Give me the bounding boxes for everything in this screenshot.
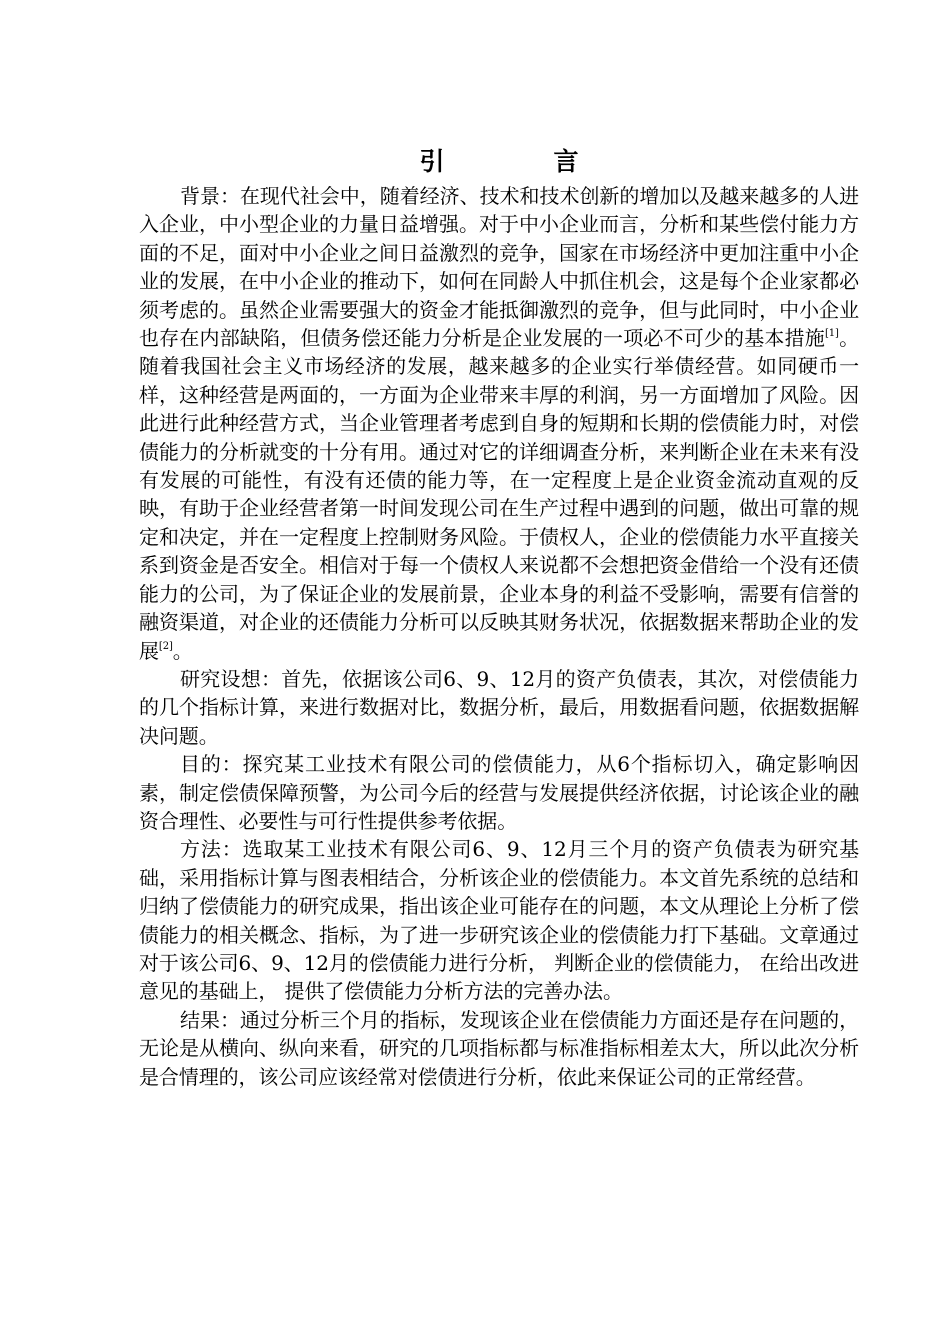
page-title: 引 言 (419, 147, 621, 176)
result-paragraph: 结果：通过分析三个月的指标，发现该企业在偿债能力方面还是存在问题的，无论是从横向、纵向来看，研究的几项指标都与标准指标相差太大，所以此次分析是合情理的，该公司应该经常对偿债进行分析，依此来保证公司的正常经营。 (139, 1007, 859, 1089)
background-text-part2: 。随着我国社会主义市场经济的发展，越来越多的企业实行举债经营。如同硬币一样，这种经营是两面的，一方面为企业带来丰厚的利润，另一方面增加了风险。因此进行此种经营方式，当企业管理者考虑到自身的短期和长期的偿债能力时，对偿债能力的分析就变的十分有用。通过对它的详细调查分析，来判断企业在未来有没有发展的可能性，有没有还债的能力等，在一定程度上是企业资金流动直观的反映，有助于企业经营者第一时间发现公司在生产过程中遇到的问题，做出可靠的规定和决定，并在一定程度上控制财务风险。于债权人，企业的偿债能力水平直接关系到资金是否安全。相信对于每一个债权人来说都不会想把资金借给一个没有还债能力的公司，为了保证企业的发展前景，企业本身的利益不受影响，需要有信誉的融资渠道，对企业的还债能力分析可以反映其财务状况，依据数据来帮助企业的发展 (139, 326, 859, 663)
document-page (139, 142, 859, 1091)
citation-ref-1: [1] (824, 328, 839, 340)
citation-ref-2: [2] (158, 640, 173, 652)
purpose-paragraph: 目的：探究某工业技术有限公司的偿债能力，从6个指标切入，确定影响因素，制定偿债保障预警，为公司今后的经营与发展提供经济依据，讨论该企业的融资合理性、必要性与可行性提供参考依据。 (139, 752, 859, 833)
background-text-part1: 背景：在现代社会中，随着经济、技术和技术创新的增加以及越来越多的人进入企业，中小型企业的力量日益增强。对于中小企业而言，分析和某些偿付能力方面的不足，面对中小企业之间日益激烈的竞争，国家在市场经济中更加注重中小企业的发展，在中小企业的推动下，如何在同龄人中抓住机会，这是每个企业家都必须考虑的。虽然企业需要强大的资金才能抵御激烈的竞争，但与此同时，中小企业也存在内部缺陷，但债务偿还能力分析是企业发展的一项必不可少的基本措施 (139, 184, 859, 351)
background-text-part3: 。 (172, 638, 193, 663)
background-paragraph (139, 182, 859, 665)
hypothesis-paragraph: 研究设想：首先，依据该公司6、9、12月的资产负债表，其次，对偿债能力的几个指标计算，来进行数据对比，数据分析，最后，用数据看问题，依据数据解决问题。 (139, 666, 859, 748)
method-paragraph: 方法：选取某工业技术有限公司6、9、12月三个月的资产负债表为研究基础，采用指标计算与图表相结合，分析该企业的偿债能力。本文首先系统的总结和归纳了偿债能力的研究成果，指出该企业可能存在的问题，本文从理论上分析了偿债能力的相关概念、指标，为了进一步研究该企业的偿债能力打下基础。文章通过对于该公司6、9、12月的偿债能力进行分析， 判断企业的偿债能力， 在给出改进意见的基础上， 提供了偿债能力分析方法的完善办法。 (139, 837, 859, 1004)
